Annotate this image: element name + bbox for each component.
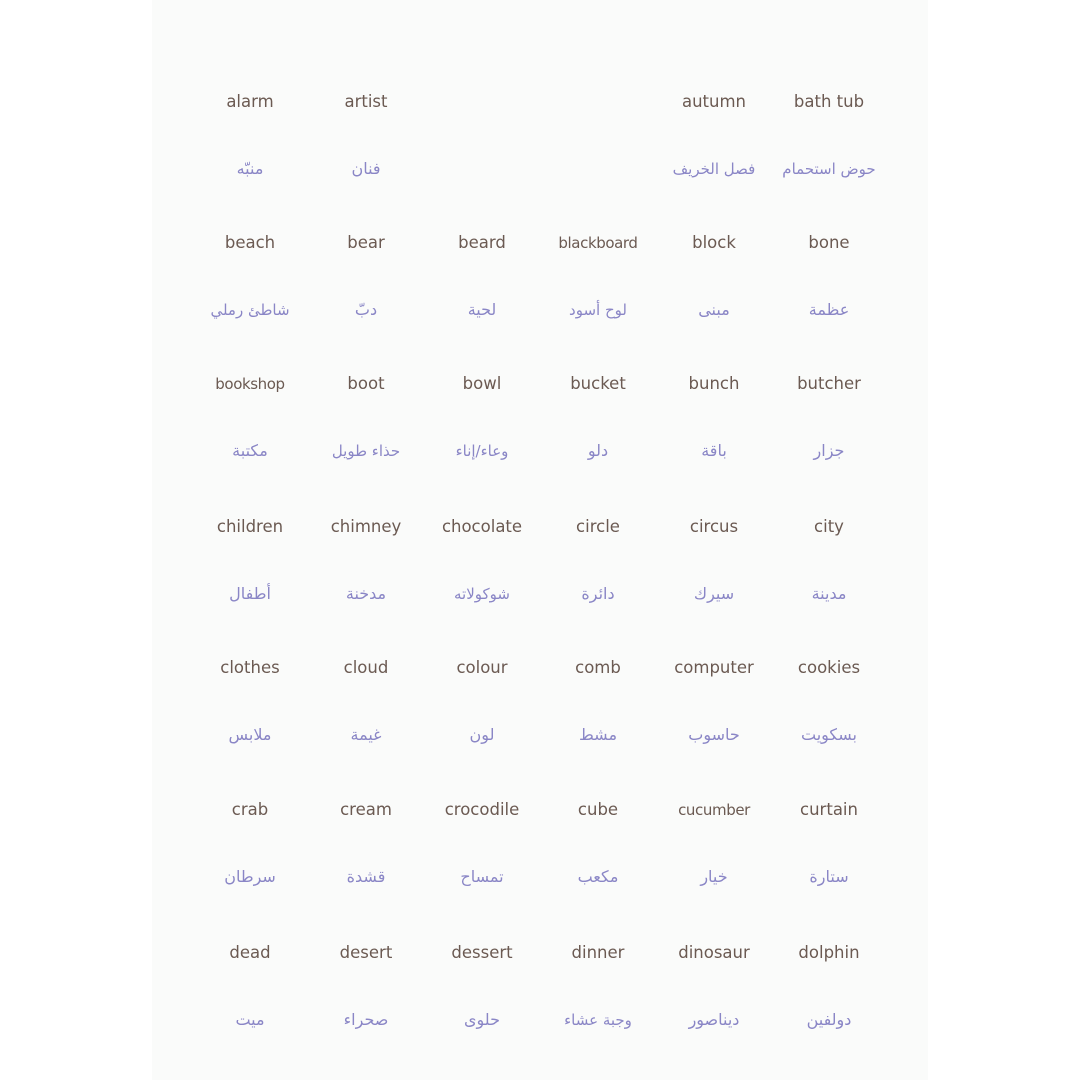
- arabic-translation: عظمة: [808, 300, 850, 319]
- english-word: bone: [808, 233, 850, 252]
- english-word: children: [216, 517, 284, 536]
- english-word-row: [152, 88, 928, 116]
- english-word-row: [152, 796, 928, 824]
- english-word: bunch: [688, 374, 740, 393]
- vocabulary-page: [152, 0, 928, 1080]
- arabic-translation-row: [152, 1006, 928, 1034]
- english-word: dessert: [451, 943, 513, 962]
- english-word: city: [814, 517, 844, 536]
- arabic-translation: غيمة: [350, 725, 382, 744]
- arabic-translation-row: [152, 155, 928, 183]
- english-word: dinosaur: [678, 943, 750, 962]
- english-word: bear: [347, 233, 385, 252]
- arabic-translation: شوكولاته: [454, 585, 510, 603]
- english-word: beach: [224, 233, 276, 252]
- english-word: beard: [458, 233, 506, 252]
- arabic-translation: حلوى: [464, 1010, 500, 1029]
- arabic-translation: ميت: [235, 1010, 265, 1029]
- arabic-translation: مبنى: [698, 300, 730, 319]
- english-word: cloud: [343, 658, 389, 677]
- english-word: dolphin: [798, 943, 860, 962]
- arabic-translation: منبّه: [236, 159, 264, 178]
- arabic-translation: تمساح: [460, 867, 504, 886]
- english-word: bucket: [570, 374, 626, 393]
- arabic-translation: قشدة: [346, 867, 386, 886]
- arabic-translation: فنان: [351, 159, 381, 178]
- arabic-translation: ديناصور: [688, 1010, 740, 1029]
- english-word: clothes: [220, 658, 280, 677]
- english-word: bowl: [462, 374, 502, 393]
- arabic-translation: وجبة عشاء: [564, 1011, 632, 1029]
- arabic-translation: مدخنة: [345, 584, 387, 603]
- english-word: blackboard: [558, 234, 638, 252]
- arabic-translation-row: [152, 863, 928, 891]
- arabic-translation: وعاء/إناء: [455, 442, 509, 460]
- arabic-translation: دولفين: [806, 1010, 852, 1029]
- arabic-translation: حوض استحمام: [782, 160, 876, 178]
- english-word: alarm: [226, 92, 274, 111]
- arabic-translation: ستارة: [809, 867, 849, 886]
- english-word-row: [152, 939, 928, 967]
- arabic-translation: شاطئ رملي: [210, 301, 290, 319]
- arabic-translation-row: [152, 296, 928, 324]
- arabic-translation: حاسوب: [688, 725, 740, 744]
- english-word: chocolate: [441, 517, 523, 536]
- english-word: circle: [576, 517, 620, 536]
- english-word: artist: [344, 92, 388, 111]
- arabic-translation: سرطان: [224, 867, 276, 886]
- arabic-translation: سيرك: [693, 584, 735, 603]
- arabic-translation: مكتبة: [232, 441, 268, 460]
- arabic-translation: حذاء طويل: [331, 442, 401, 460]
- arabic-translation: دبّ: [354, 300, 378, 319]
- english-word: dinner: [571, 943, 625, 962]
- english-word: chimney: [330, 517, 402, 536]
- arabic-translation: لون: [469, 725, 495, 744]
- arabic-translation: مكعب: [577, 867, 619, 886]
- arabic-translation: صحراء: [343, 1010, 389, 1029]
- english-word: dead: [229, 943, 271, 962]
- arabic-translation: باقة: [701, 441, 727, 460]
- english-word: comb: [575, 658, 621, 677]
- english-word: computer: [674, 658, 754, 677]
- arabic-translation: مدينة: [811, 584, 847, 603]
- english-word: crab: [231, 800, 269, 819]
- english-word-row: [152, 229, 928, 257]
- english-word: bath tub: [793, 92, 865, 111]
- english-word-row: [152, 370, 928, 398]
- english-word: colour: [456, 658, 508, 677]
- english-word: butcher: [797, 374, 861, 393]
- arabic-translation-row: [152, 580, 928, 608]
- english-word-row: [152, 654, 928, 682]
- english-word: desert: [339, 943, 393, 962]
- english-word: circus: [689, 517, 739, 536]
- arabic-translation: ملابس: [228, 725, 272, 744]
- arabic-translation: بسكويت: [801, 725, 857, 744]
- english-word: cucumber: [678, 801, 750, 819]
- arabic-translation: مشط: [578, 725, 618, 744]
- arabic-translation: خيار: [700, 867, 728, 886]
- english-word: bookshop: [215, 375, 285, 393]
- english-word: block: [692, 233, 736, 252]
- arabic-translation: أطفال: [229, 584, 271, 603]
- arabic-translation-row: [152, 437, 928, 465]
- english-word: boot: [347, 374, 385, 393]
- arabic-translation: دلو: [587, 441, 609, 460]
- english-word: cube: [577, 800, 619, 819]
- english-word: autumn: [681, 92, 747, 111]
- arabic-translation: جزار: [813, 441, 845, 460]
- english-word-row: [152, 513, 928, 541]
- arabic-translation: لحية: [467, 300, 497, 319]
- arabic-translation: دائرة: [581, 584, 615, 603]
- english-word: cookies: [797, 658, 861, 677]
- arabic-translation: لوح أسود: [569, 301, 627, 319]
- english-word: crocodile: [444, 800, 520, 819]
- english-word: curtain: [800, 800, 858, 819]
- arabic-translation: فصل الخريف: [672, 160, 756, 178]
- english-word: cream: [340, 800, 392, 819]
- arabic-translation-row: [152, 721, 928, 749]
